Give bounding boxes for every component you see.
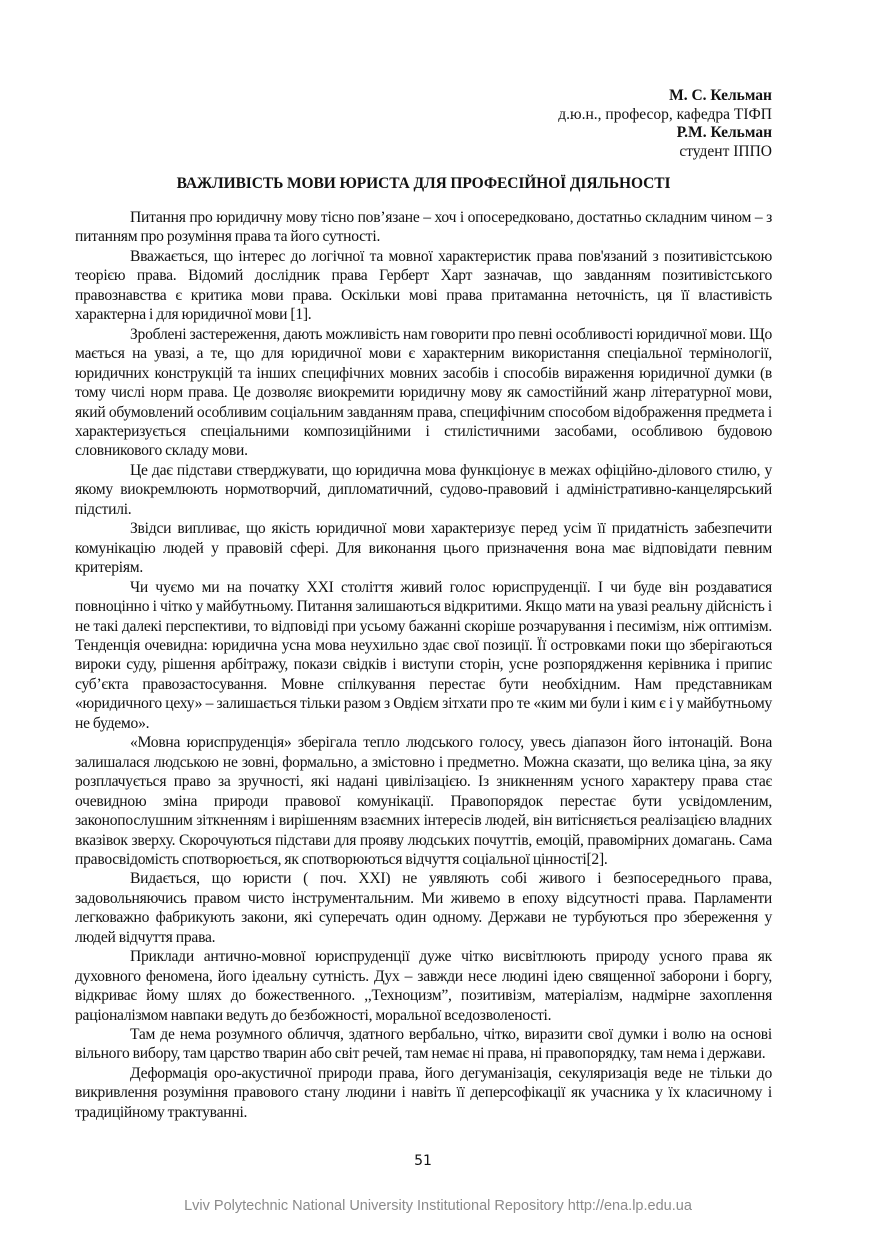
paragraph: Звідси випливає, що якість юридичної мови характеризує перед усім її придатність забезпечити комунікацію людей у правовій сфері. Для виконання цього призначення вона має відповідати певним критеріям.	[75, 520, 772, 577]
author-name: М. С. Кельман	[669, 87, 772, 104]
paragraph: Чи чуємо ми на початку XXI століття живий голос юриспруденції. І чи буде він роздаватися повноцінно і чітко у майбутньому. Питання залишаються відкритими. Якщо мати на увазі реальну дійсність і не такі далекі перспективи, то відповіді при усьому бажанні скоріше розчарування і песимізм, ніж оптимізм. Тенденція очевидна: юридична усна мова неухильно здає свої позиції. Її островками поки що зберігаються вироки суду, рішення арбітражу, покази свідків і виступи сторін, усне розпорядження керівника і припис суб’єкта правозастосування. Мовне спілкування перестає бути необхідним. Нам представникам «юридичного цеху» – залишається тільки разом з Овдієм зітхати про те «ким ми були і ким є і у майбутньому не будемо».	[75, 578, 772, 732]
paragraph: Зроблені застереження, дають можливість нам говорити про певні особливості юридичної мови. Що мається на увазі, а те, що для юридичної мови є характерним використання спеціальної термінології, юридичних конструкцій та інших специфічних мовних засобів і способів вираження юридичної думки (в тому числі норм права. Це дозволяє виокремити юридичну мову як самостійний жанр літературної мови, який обумовлений особливим соціальним завданням права, специфічним способом відображення предмета і характеризується спеціальними композиційними і стилістичними засобами, особливою будовою словникового складу мови.	[75, 325, 772, 460]
paragraph: Приклади антично-мовної юриспруденції дуже чітко висвітлюють природу усного права як духовного феномена, його ідеальну сутність. Дух – завжди несе людині ідею священної заборони і боргу, відкриває йому шлях до божественного. ,,Техноцизм”, позитивізм, матеріалізм, надмірне захоплення раціоналізмом навпаки ведуть до безбожності, моральної вседозволеності.	[75, 948, 772, 1024]
author-affiliation: студент ІППО	[679, 143, 772, 161]
paragraph: Видається, що юристи ( поч. XXI) не уявляють собі живого і безпосереднього права, задовольняючись правом чисто інструментальним. Ми живемо в епоху відсутності права. Парламенти легковажно фабрикують закони, які суперечать один одному. Держави не турбуються про збереження у людей відчуття права.	[75, 870, 772, 946]
paragraph: Вважається, що інтерес до логічної та мовної характеристик права пов'язаний з позитивістською теорією права. Відомий дослідник права Герберт Харт зазначав, що завданням позитивістського правознавства є критика мови права. Оскільки мові права притаманна неточність, ця її властивість характерна і для юридичної мови [1].	[75, 247, 772, 324]
paragraph: Питання про юридичну мову тісно пов’язане – хоч і опосередковано, достатньо складним чином – з питанням про розуміння права та його сутності.	[75, 209, 772, 246]
author-name: Р.М. Кельман	[676, 124, 772, 142]
paragraph: Це дає підстави стверджувати, що юридична мова функціонує в межах офіційно-ділового стилю, у якому виокремлюють нормотворчий, дипломатичний, судово-правовий і адміністративно-канцелярський підстилі.	[75, 461, 772, 518]
page-number: 51	[414, 1153, 432, 1169]
paragraph: Там де нема розумного обличчя, здатного вербально, чітко, виразити свої думки і волю на основі вільного вибору, там царство тварин або світ речей, там немає ні права, ні правопорядку, там нема і держави.	[75, 1026, 772, 1063]
author-block	[558, 87, 772, 162]
author-affiliation: д.ю.н., професор, кафедра ТІФП	[558, 105, 772, 123]
article-body	[75, 208, 772, 1122]
repository-footer: Lviv Polytechnic National University Institutional Repository http://ena.lp.edu.ua	[184, 1198, 692, 1214]
paragraph: Деформація оро-акустичної природи права, його дегуманізація, секуляризація веде не тільки до викривлення розуміння правового стану людини і навіть її деперсофікації як учасника у їх класичному і традиційному трактуванні.	[75, 1064, 772, 1121]
paragraph: «Мовна юриспруденція» зберігала тепло людського голосу, увесь діапазон його інтонацій. Вона залишалася людською не зовні, формально, а змістовно і предметно. Можна сказати, що велика ціна, за яку розплачується право за зручності, які надані цивілізацією. Із зникненням усного характеру права стає очевидною зміна природи правової комунікації. Правопорядок перестає бути усвідомленим, законопослушним зіткненням і вирішенням взаємних інтересів людей, він витісняється реалізацією владних вказівок зверху. Скорочуються підстави для прояву людських почуттів, емоцій, правомірних домагань. Сама правосвідомість спотворюється, як спотворюються відчуття соціальної цінності[2].	[75, 734, 772, 868]
article-title: ВАЖЛИВІСТЬ МОВИ ЮРИСТА ДЛЯ ПРОФЕСІЙНОЇ ДІЯЛЬНОСТІ	[176, 175, 671, 192]
